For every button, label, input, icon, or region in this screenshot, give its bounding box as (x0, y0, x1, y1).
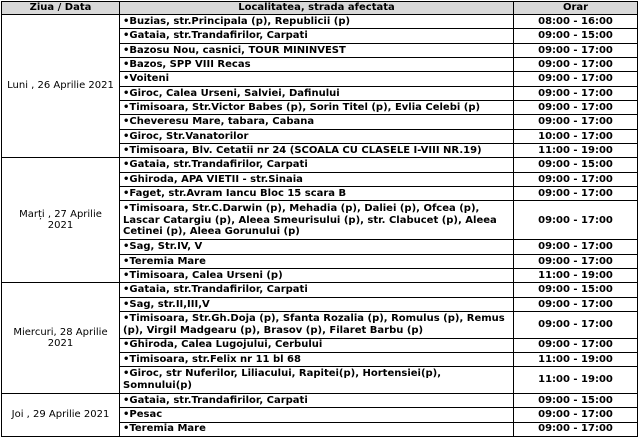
location-cell: •Timisoara, Str.C.Darwin (p), Mehadia (p), Daliei (p), Ofcea (p), Lascar Catargiu (p), Aleea Smeurisului (p), str. Clabucet (p), Aleea Cetinei (p), Aleea Gorunului (p) (120, 201, 514, 240)
time-cell: 09:00 - 17:00 (514, 101, 638, 115)
time-cell: 09:00 - 17:00 (514, 172, 638, 186)
location-cell: •Bazosu Nou, casnici, TOUR MININVEST (120, 43, 514, 57)
time-cell: 09:00 - 17:00 (514, 86, 638, 100)
time-cell: 10:00 - 17:00 (514, 129, 638, 143)
location-cell: •Cheveresu Mare, tabara, Cabana (120, 115, 514, 129)
time-cell: 09:00 - 15:00 (514, 158, 638, 172)
header-day: Ziua / Data (2, 2, 120, 15)
location-cell: •Gataia, str.Trandafirilor, Carpati (120, 393, 514, 407)
location-cell: •Sag, str.II,III,V (120, 297, 514, 311)
location-cell: •Gataia, str.Trandafirilor, Carpati (120, 283, 514, 297)
time-cell: 09:00 - 17:00 (514, 115, 638, 129)
time-cell: 08:00 - 16:00 (514, 15, 638, 29)
location-cell: •Ghiroda, Calea Lugojului, Cerbului (120, 338, 514, 352)
location-cell: •Timisoara, Calea Urseni (p) (120, 268, 514, 282)
time-cell: 09:00 - 17:00 (514, 72, 638, 86)
time-cell: 09:00 - 17:00 (514, 43, 638, 57)
location-cell: •Voiteni (120, 72, 514, 86)
table-row (2, 283, 638, 297)
time-cell: 11:00 - 19:00 (514, 268, 638, 282)
day-cell: Marți , 27 Aprilie 2021 (2, 158, 120, 283)
time-cell: 09:00 - 17:00 (514, 58, 638, 72)
location-cell: •Sag, Str.IV, V (120, 240, 514, 254)
location-cell: •Giroc, str Nuferilor, Liliacului, Rapitei(p), Hortensiei(p), Somnului(p) (120, 367, 514, 394)
time-cell: 11:00 - 19:00 (514, 352, 638, 366)
table-row (2, 393, 638, 407)
time-cell: 09:00 - 17:00 (514, 297, 638, 311)
location-cell: •Timisoara, str.Felix nr 11 bl 68 (120, 352, 514, 366)
location-cell: •Buzias, str.Principala (p), Republicii (p) (120, 15, 514, 29)
location-cell: •Bazos, SPP VIII Recas (120, 58, 514, 72)
time-cell: 09:00 - 17:00 (514, 312, 638, 339)
time-cell: 09:00 - 17:00 (514, 201, 638, 240)
time-cell: 09:00 - 17:00 (514, 408, 638, 422)
time-cell: 09:00 - 15:00 (514, 29, 638, 43)
time-cell: 09:00 - 17:00 (514, 422, 638, 436)
table-row (2, 158, 638, 172)
location-cell: •Pesac (120, 408, 514, 422)
location-cell: •Ghiroda, APA VIETII - str.Sinaia (120, 172, 514, 186)
day-cell: Luni , 26 Aprilie 2021 (2, 15, 120, 158)
outage-schedule-table (1, 1, 638, 437)
time-cell: 11:00 - 19:00 (514, 367, 638, 394)
time-cell: 11:00 - 19:00 (514, 144, 638, 158)
location-cell: •Faget, str.Avram Iancu Bloc 15 scara B (120, 187, 514, 201)
day-cell: Miercuri, 28 Aprilie 2021 (2, 283, 120, 394)
location-cell: •Teremia Mare (120, 254, 514, 268)
time-cell: 09:00 - 17:00 (514, 187, 638, 201)
location-cell: •Timisoara, Str.Gh.Doja (p), Sfanta Rozalia (p), Romulus (p), Remus (p), Virgil Madgearu (p), Brasov (p), Filaret Barbu (p) (120, 312, 514, 339)
location-cell: •Giroc, Calea Urseni, Salviei, Dafinului (120, 86, 514, 100)
schedule-body (2, 15, 638, 437)
location-cell: •Teremia Mare (120, 422, 514, 436)
location-cell: •Timisoara, Blv. Cetatii nr 24 (SCOALA CU CLASELE I-VIII NR.19) (120, 144, 514, 158)
header-time: Orar (514, 2, 638, 15)
table-row (2, 15, 638, 29)
location-cell: •Gataia, str.Trandafirilor, Carpati (120, 29, 514, 43)
time-cell: 09:00 - 17:00 (514, 254, 638, 268)
time-cell: 09:00 - 17:00 (514, 240, 638, 254)
location-cell: •Timisoara, Str.Victor Babes (p), Sorin Titel (p), Evlia Celebi (p) (120, 101, 514, 115)
location-cell: •Giroc, Str.Vanatorilor (120, 129, 514, 143)
time-cell: 09:00 - 17:00 (514, 338, 638, 352)
header-row (2, 2, 638, 15)
location-cell: •Gataia, str.Trandafirilor, Carpati (120, 158, 514, 172)
time-cell: 09:00 - 15:00 (514, 393, 638, 407)
header-location: Localitatea, strada afectata (120, 2, 514, 15)
time-cell: 09:00 - 15:00 (514, 283, 638, 297)
day-cell: Joi , 29 Aprilie 2021 (2, 393, 120, 436)
